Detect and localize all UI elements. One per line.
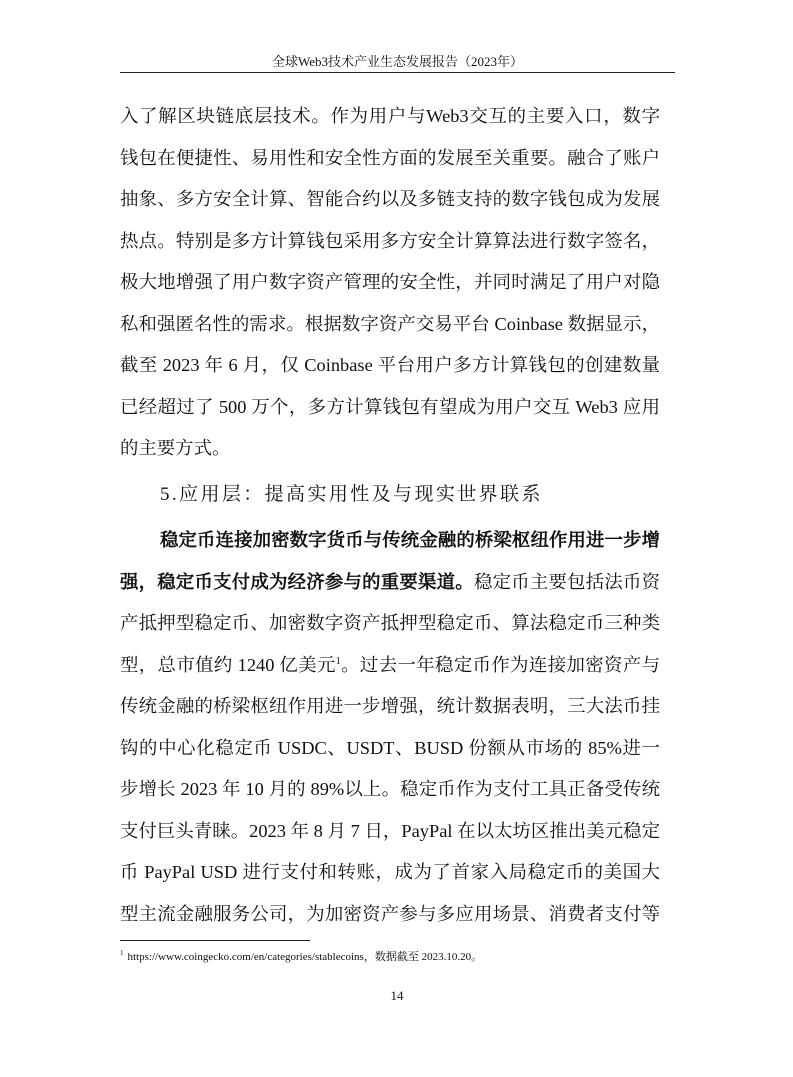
footnote	[120, 950, 660, 964]
body-text: 型，总市值约 1240 亿美元	[120, 654, 336, 675]
paragraph-line: 极大地增强了用户数字资产管理的安全性，并同时满足了用户对隐	[120, 272, 660, 292]
body-text: 步增长 2023 年 10 月的 89%以上。稳定币作为支付工具正备受传统	[120, 779, 660, 799]
header-rule	[120, 72, 675, 73]
body-text: 支付巨头青睐。2023 年 8 月 7 日，PayPal 在以太坊区推出美元稳定	[120, 820, 660, 841]
body-text: 稳定币主要包括法币资	[473, 571, 660, 592]
paragraph-line: 抽象、多方安全计算、智能合约以及多链支持的数字钱包成为发展	[120, 189, 660, 209]
paragraph-stablecoins	[120, 520, 660, 935]
section-heading: 5.应用层：提高实用性及与现实世界联系	[160, 484, 543, 505]
paragraph-line	[120, 645, 660, 687]
paragraph-line	[120, 894, 660, 936]
footnote-text: https://www.coingecko.com/en/categories/stablecoins，数据截至 2023.10.20。	[127, 951, 483, 963]
body-text: 型主流金融服务公司，为加密资产参与多应用场景、消费者支付等	[120, 903, 660, 924]
bold-lead-text: 稳定币连接加密数字货币与传统金融的桥梁枢纽作用进一步增	[160, 530, 660, 551]
paragraph-line	[120, 852, 660, 894]
running-header: 全球Web3技术产业生态发展报告（2023年）	[272, 54, 523, 69]
paragraph-line	[120, 686, 660, 728]
paragraph-line: 热点。特别是多方计算钱包采用多方安全计算算法进行数字签名，	[120, 230, 660, 251]
paragraph-line: 的主要方式。	[120, 438, 231, 458]
bold-lead-text: 强，稳定币支付成为经济参与的重要渠道。	[120, 571, 474, 593]
paragraph-line	[120, 562, 660, 604]
paragraph-line: 入了解区块链底层技术。作为用户与Web3交互的主要入口，数字	[120, 106, 660, 126]
footnote-marker: 1	[120, 949, 124, 958]
paragraph-line: 钱包在便捷性、易用性和安全性方面的发展至关重要。融合了账户	[120, 147, 660, 168]
body-text: 产抵押型稳定币、加密数字资产抵押型稳定币、算法稳定币三种类	[120, 613, 660, 633]
paragraph-line: 私和强匿名性的需求。根据数字资产交易平台 Coinbase 数据显示，	[120, 313, 660, 334]
body-text: 币 PayPal USD 进行支付和转账，成为了首家入局稳定币的美国大	[120, 862, 660, 882]
paragraph-line	[120, 769, 660, 811]
page-number: 14	[390, 988, 404, 1003]
paragraph-line	[120, 811, 660, 853]
footnote-reference: 1	[335, 655, 341, 667]
body-text: 传统金融的桥梁枢纽作用进一步增强，统计数据表明，三大法币挂	[120, 696, 660, 716]
footnote-rule	[120, 940, 310, 941]
paragraph-line	[120, 520, 660, 562]
paragraph-line	[120, 728, 660, 770]
body-text: 钩的中心化稳定币 USDC、USDT、BUSD 份额从市场的 85%进一	[120, 737, 660, 758]
paragraph-line	[120, 603, 660, 645]
paragraph-line: 截至 2023 年 6 月，仅 Coinbase 平台用户多方计算钱包的创建数量	[120, 355, 660, 375]
paragraph-digital-wallets	[120, 96, 660, 470]
paragraph-line: 已经超过了 500 万个，多方计算钱包有望成为用户交互 Web3 应用	[120, 396, 660, 417]
body-text: 。过去一年稳定币作为连接加密资产与	[340, 654, 660, 675]
